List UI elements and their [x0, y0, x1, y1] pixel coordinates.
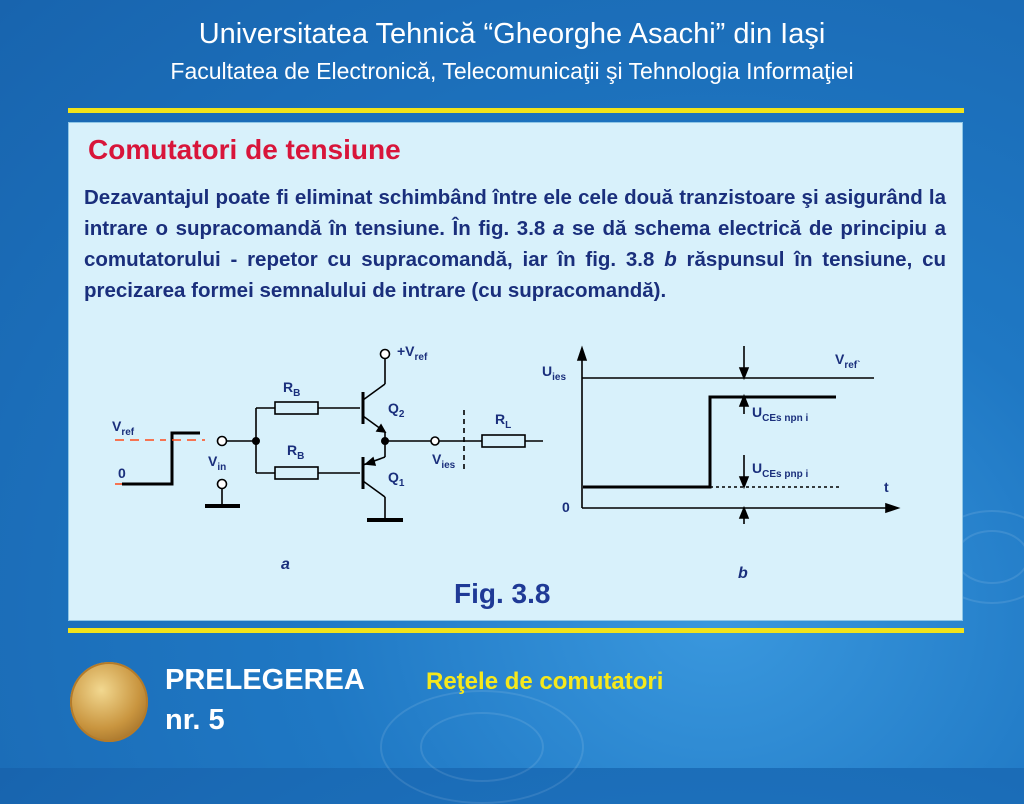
vref-label: $V_{ref}$ — [112, 418, 135, 438]
subfigure-a-label: a — [281, 556, 290, 573]
body-part: Dezavantajul poate fi eliminat schimbând între ele cele două tranzistoare şi asigurând la intrare o supracomandă în tensiune. În fig. 3.8 — [84, 186, 946, 240]
vin-label: $V_{in}$ — [208, 453, 227, 473]
q1-label: $Q_1$ — [388, 469, 405, 489]
lecture-number: nr. 5 — [165, 704, 225, 736]
body-part: răspunsul în tensiune, cu precizarea formei semnalului de intrare (cu supracomandă). — [84, 248, 946, 302]
zero-level-label: 0 — [118, 465, 126, 481]
circuit-diagram-a — [115, 350, 543, 521]
vref-level-label: $V_{ref`}$ — [835, 351, 861, 371]
lecture-label: PRELEGEREA — [165, 664, 365, 696]
university-medal-logo — [70, 662, 148, 742]
bottom-rule — [68, 628, 964, 633]
rl-label: $R_L$ — [495, 411, 512, 431]
q2-label: $Q_2$ — [388, 400, 405, 420]
body-emphasis: b — [664, 248, 677, 271]
uces-pnp-label: $U_{CEs pnp i}$ — [752, 460, 809, 480]
uies-axis-label: $U_{ies}$ — [542, 363, 567, 383]
uces-npn-label: $U_{CEs npn i}$ — [752, 404, 809, 424]
vies-label: $V_{ies}$ — [432, 451, 456, 471]
time-axis-label: t — [884, 479, 889, 495]
slide-title: Comutatori de tensiune — [88, 134, 401, 165]
university-title: Universitatea Tehnică “Gheorghe Asachi” din Iaşi — [198, 18, 826, 50]
vplus-label: $+V_{ref}$ — [397, 343, 428, 363]
rb-bottom-label: $R_B$ — [287, 442, 305, 462]
figure-caption: Fig. 3.8 — [454, 578, 551, 609]
body-emphasis: a — [552, 217, 565, 240]
body-part: se dă schema electrică de principiu a comutatorului - repetor cu supracomandă, iar în fig. 3.8 — [84, 217, 947, 271]
response-graph-b — [578, 346, 898, 524]
subfigure-b-label: b — [738, 565, 748, 582]
origin-label: 0 — [562, 499, 570, 515]
faculty-title: Facultatea de Electronică, Telecomunicaţii şi Tehnologia Informaţiei — [170, 58, 854, 84]
lecture-topic: Reţele de comutatori — [426, 668, 664, 695]
rb-top-label: $R_B$ — [283, 379, 301, 399]
